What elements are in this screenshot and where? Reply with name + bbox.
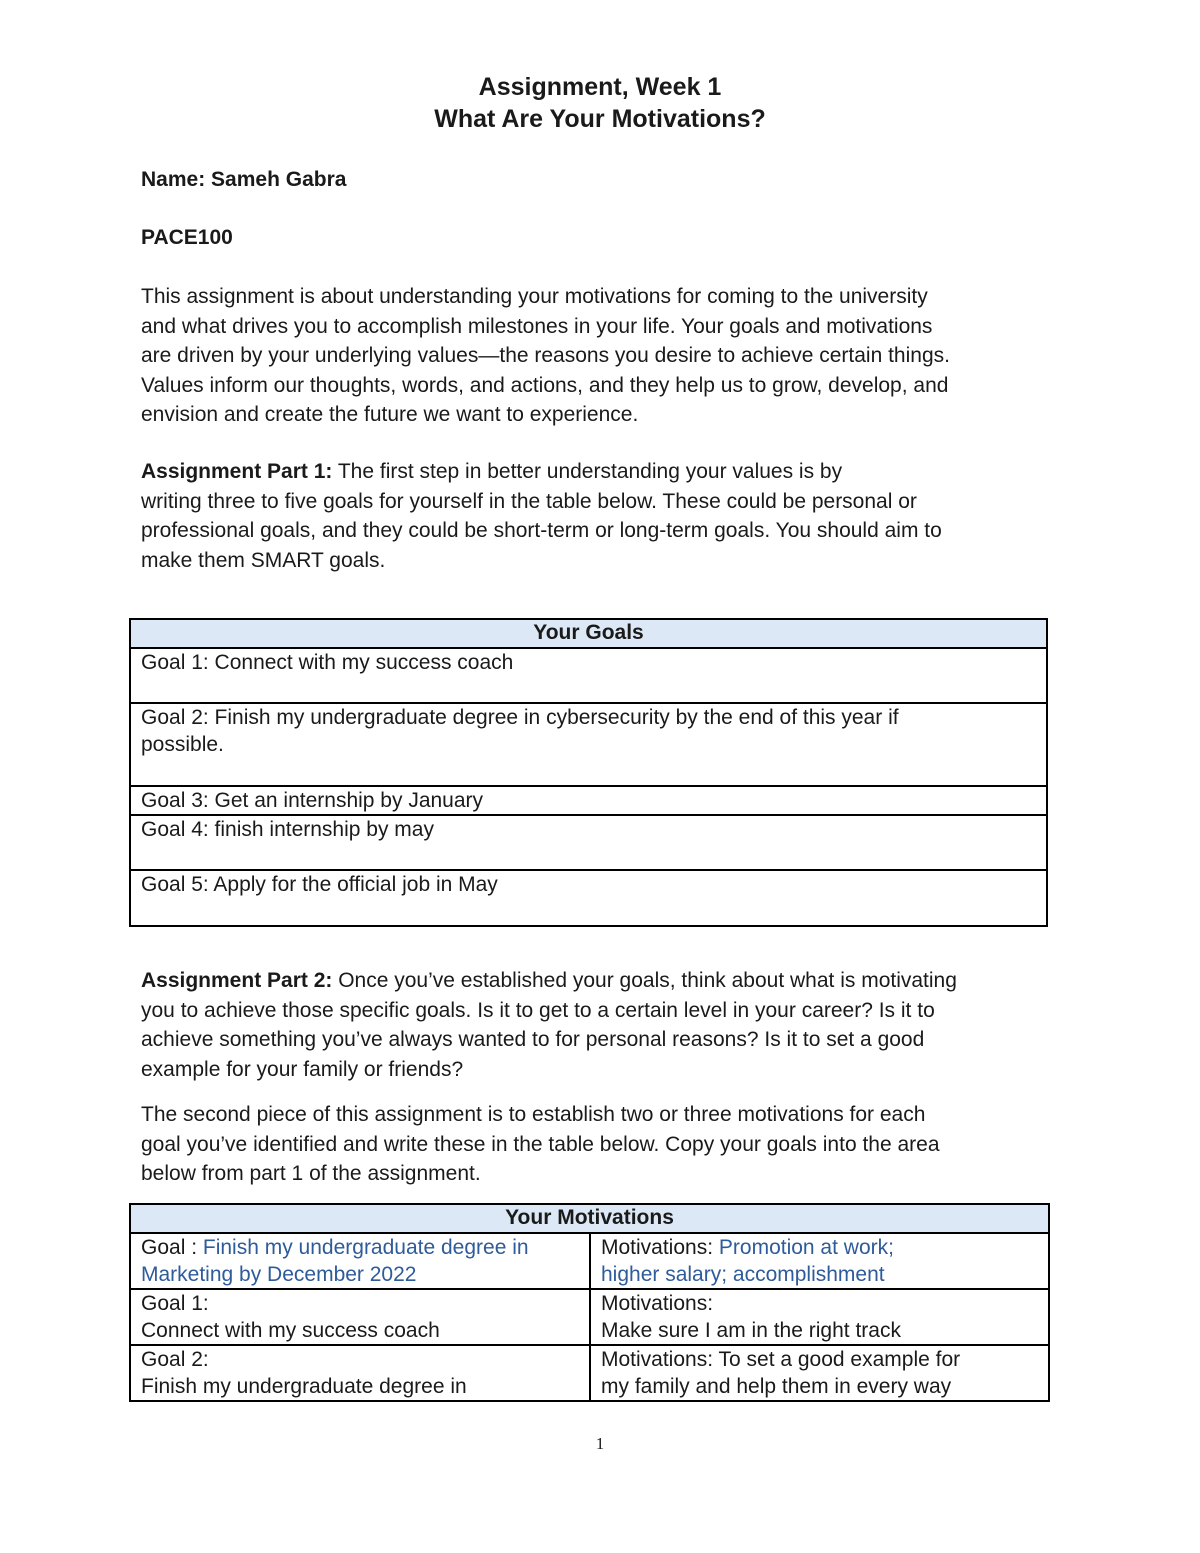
intro-line: and what drives you to accomplish milestones in your life. Your goals and motivations — [141, 314, 933, 338]
motivations-table — [129, 1203, 1050, 1402]
goal-4-cell[interactable]: Goal 4: finish internship by may — [130, 815, 1047, 870]
part2-second-line: below from part 1 of the assignment. — [141, 1162, 481, 1185]
motivation-2-cell[interactable] — [590, 1345, 1049, 1401]
part1-first-line — [141, 457, 1071, 487]
goal-2-label: Goal 2: — [141, 1348, 209, 1371]
motivation-1-text: Make sure I am in the right track — [601, 1319, 901, 1342]
goal-2-text: Finish my undergraduate degree in — [141, 1375, 467, 1398]
name-label: Name: — [141, 168, 206, 191]
goal-2-line: possible. — [141, 733, 224, 756]
intro-line: envision and create the future we want to experience. — [141, 403, 639, 426]
example-motivation-text: Promotion at work; — [718, 1236, 894, 1259]
motivation-goal-2-cell[interactable] — [130, 1345, 590, 1401]
example-motivation-label: Motivations: — [601, 1236, 719, 1259]
example-motivation-cell — [590, 1233, 1049, 1289]
example-goal-text: Finish my undergraduate degree in — [202, 1236, 529, 1259]
student-name-line — [141, 165, 346, 194]
part2-first-line — [141, 966, 1071, 996]
example-motivation-text: higher salary; accomplishment — [601, 1263, 885, 1286]
part2-paragraph — [141, 966, 1071, 1084]
goal-5-cell[interactable]: Goal 5: Apply for the official job in May — [130, 870, 1047, 926]
goal-1-label: Goal 1: — [141, 1292, 209, 1315]
part1-label: Assignment Part 1: — [141, 460, 333, 483]
motivation-2-line: my family and help them in every way — [601, 1375, 952, 1398]
intro-line: This assignment is about understanding your motivations for coming to the university — [141, 285, 928, 308]
part1-line: professional goals, and they could be short-term or long-term goals. You should aim to — [141, 519, 942, 542]
example-motivation-first-line — [601, 1234, 1038, 1261]
example-goal-label: Goal : — [141, 1236, 203, 1259]
motivation-1-cell[interactable] — [590, 1289, 1049, 1345]
part2-second-paragraph — [141, 1100, 1071, 1189]
name-value: Sameh Gabra — [211, 168, 347, 191]
part1-line: make them SMART goals. — [141, 548, 386, 572]
assignment-subtitle: What Are Your Motivations? — [434, 105, 766, 133]
goal-1-text: Connect with my success coach — [141, 1319, 440, 1342]
part1-paragraph — [141, 457, 1071, 575]
motivations-table-header: Your Motivations — [130, 1204, 1049, 1233]
goal-3-cell[interactable]: Goal 3: Get an internship by January — [130, 786, 1047, 815]
goals-table — [129, 618, 1048, 927]
goal-2-cell[interactable] — [130, 703, 1047, 786]
example-goal-first-line — [141, 1234, 579, 1261]
motivation-1-label: Motivations: — [601, 1292, 714, 1315]
part2-line: you to achieve those specific goals. Is it to get to a certain level in your career? Is it to — [141, 998, 935, 1022]
course-code: PACE100 — [141, 226, 233, 249]
page-number: 1 — [595, 1434, 605, 1453]
intro-paragraph — [141, 282, 1071, 430]
assignment-title: Assignment, Week 1 — [478, 73, 722, 101]
part2-second-line: The second piece of this assignment is to establish two or three motivations for each — [141, 1103, 926, 1126]
part1-line: writing three to five goals for yourself in the table below. These could be personal or — [141, 489, 917, 513]
intro-line: are driven by your underlying values—the reasons you desire to achieve certain things. — [141, 344, 950, 367]
motivation-2-line: Motivations: To set a good example for — [601, 1348, 961, 1371]
intro-line: Values inform our thoughts, words, and actions, and they help us to grow, develop, and — [141, 373, 949, 397]
example-goal-cell — [130, 1233, 590, 1289]
part2-line: achieve something you’ve always wanted to for personal reasons? Is it to set a good — [141, 1028, 925, 1051]
part1-line: The first step in better understanding your values is by — [332, 460, 843, 483]
goal-1-cell[interactable]: Goal 1: Connect with my success coach — [130, 648, 1047, 703]
motivation-goal-1-cell[interactable] — [130, 1289, 590, 1345]
part2-line: example for your family or friends? — [141, 1057, 464, 1081]
part2-line: Once you’ve established your goals, think about what is motivating — [332, 969, 957, 992]
example-goal-text: Marketing by December 2022 — [141, 1263, 417, 1286]
part2-label: Assignment Part 2: — [141, 969, 333, 992]
part2-second-line: goal you’ve identified and write these in the table below. Copy your goals into the area — [141, 1132, 940, 1156]
goal-2-line: Goal 2: Finish my undergraduate degree in cybersecurity by the end of this year if — [141, 706, 899, 729]
goals-table-header: Your Goals — [130, 619, 1047, 648]
